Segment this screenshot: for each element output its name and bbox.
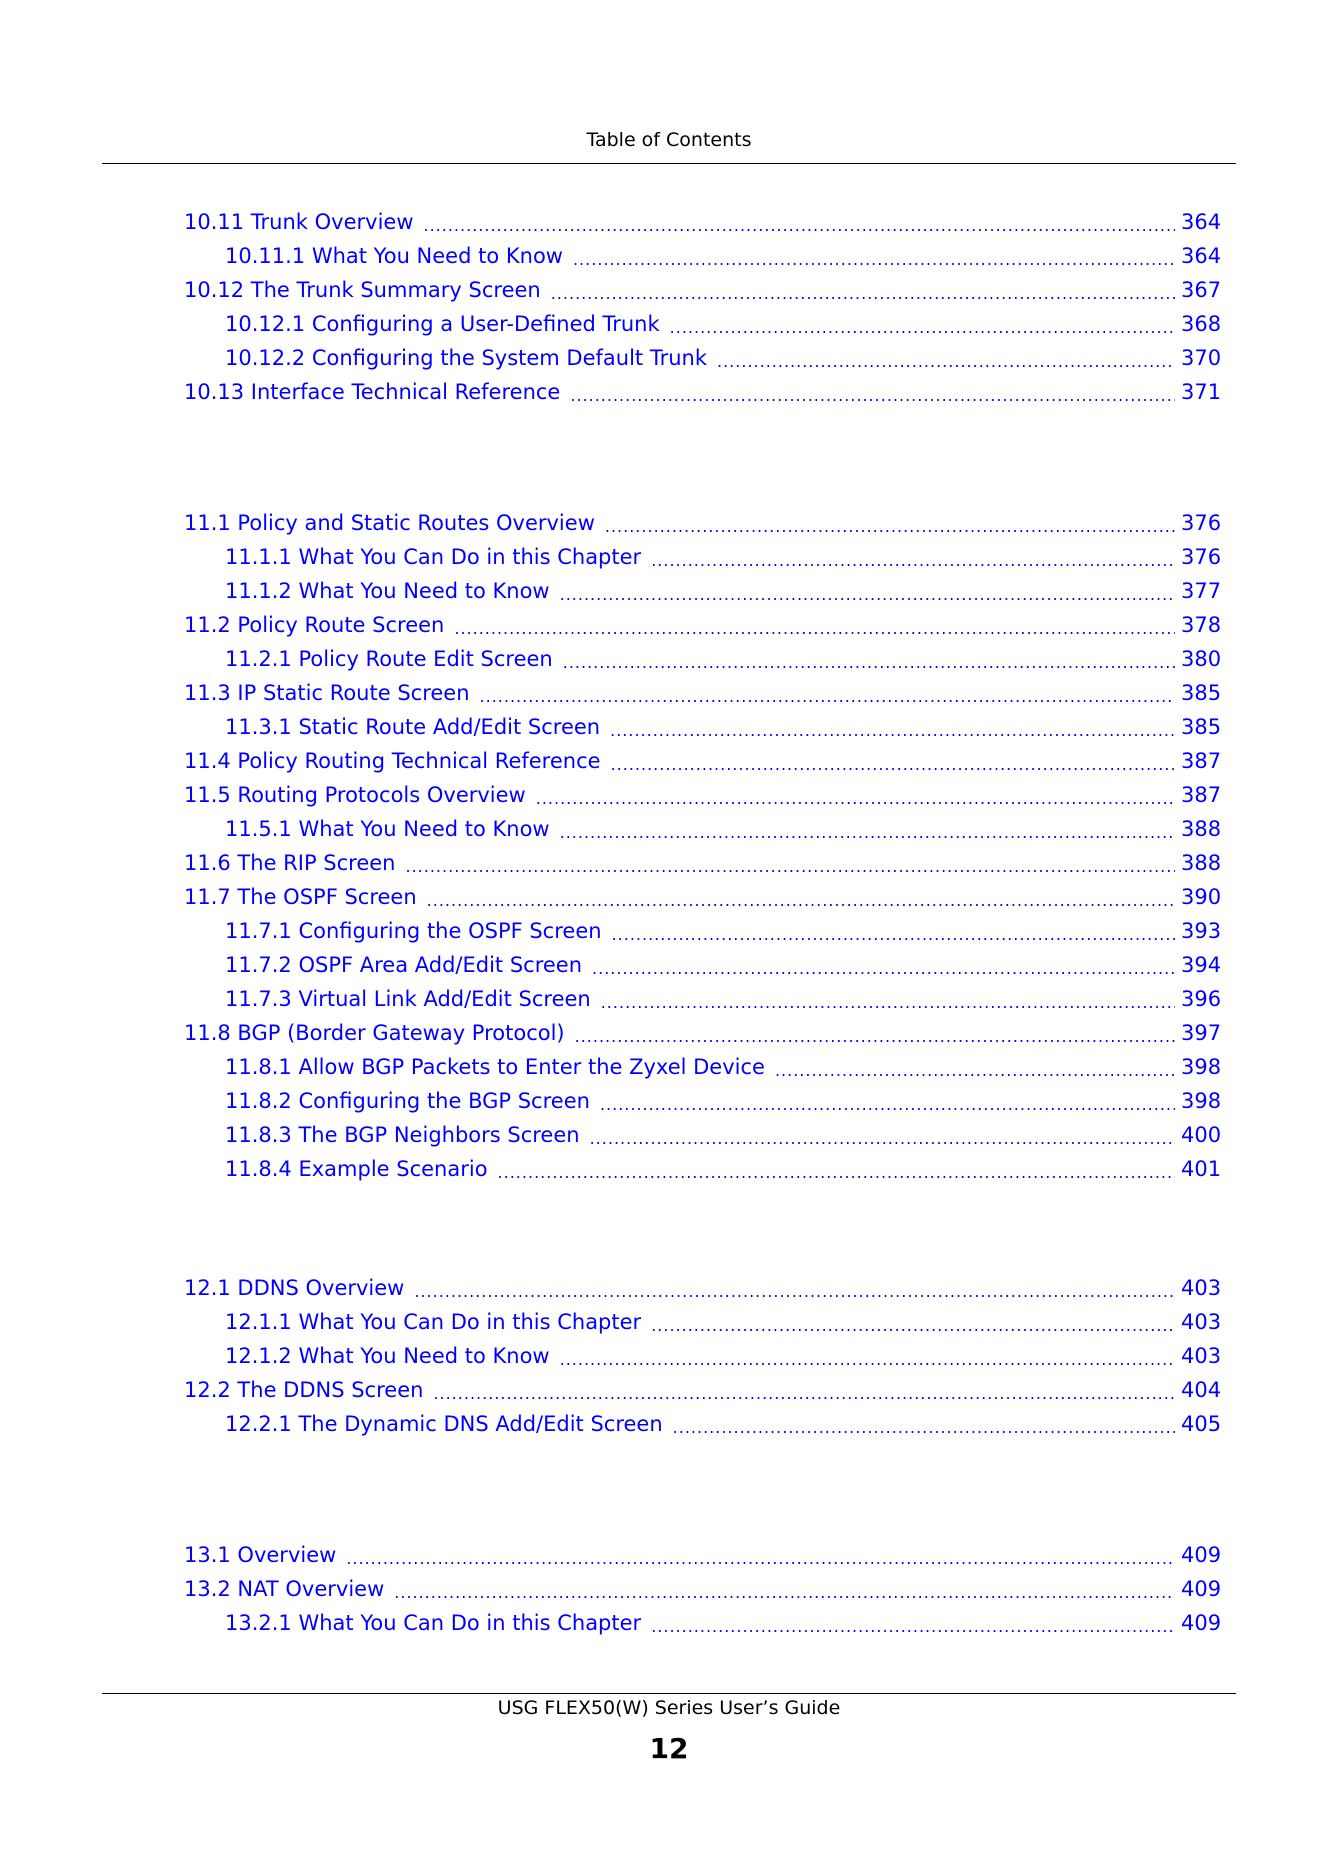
toc-entry-page[interactable]: 390 (1181, 885, 1222, 909)
toc-dot-leader (498, 1152, 1175, 1186)
toc-dot-leader (651, 540, 1175, 574)
toc-entry-page[interactable]: 403 (1181, 1344, 1222, 1368)
toc-entry[interactable] (184, 574, 1221, 608)
toc-dot-leader (406, 846, 1176, 880)
toc-entry-page[interactable]: 364 (1181, 244, 1222, 268)
page-header: Table of Contents (586, 129, 752, 151)
toc-entry[interactable] (184, 1050, 1221, 1084)
toc-section-chapter-11 (184, 506, 1221, 1186)
toc-entry[interactable] (184, 1538, 1221, 1572)
toc-entry-page[interactable]: 409 (1181, 1577, 1222, 1601)
toc-entry[interactable] (184, 914, 1221, 948)
toc-entry-title[interactable]: 11.8.1 Allow BGP Packets to Enter the Zyxel Device (225, 1055, 765, 1079)
toc-entry[interactable] (184, 982, 1221, 1016)
toc-entry-page[interactable]: 394 (1181, 953, 1222, 977)
toc-entry-title[interactable]: 11.7.1 Configuring the OSPF Screen (225, 919, 602, 943)
toc-dot-leader (480, 676, 1175, 710)
toc-entry-title[interactable]: 10.13 Interface Technical Reference (184, 380, 561, 404)
toc-entry[interactable] (184, 880, 1221, 914)
toc-dot-leader (600, 1084, 1175, 1118)
toc-dot-leader (570, 375, 1175, 409)
toc-dot-leader (575, 1016, 1175, 1050)
toc-entry[interactable] (184, 676, 1221, 710)
toc-dot-leader (717, 341, 1175, 375)
toc-entry-title[interactable]: 10.12 The Trunk Summary Screen (184, 278, 541, 302)
toc-entry-page[interactable]: 378 (1181, 613, 1222, 637)
toc-entry-page[interactable]: 398 (1181, 1089, 1222, 1113)
toc-dot-leader (394, 1572, 1175, 1606)
toc-entry-page[interactable]: 397 (1181, 1021, 1222, 1045)
toc-entry-page[interactable]: 388 (1181, 851, 1222, 875)
toc-dot-leader (573, 239, 1175, 273)
toc-entry[interactable] (184, 744, 1221, 778)
toc-dot-leader (433, 1373, 1175, 1407)
toc-entry-page[interactable]: 401 (1181, 1157, 1222, 1181)
toc-entry[interactable] (184, 1084, 1221, 1118)
toc-entry-title[interactable]: 11.3 IP Static Route Screen (184, 681, 470, 705)
toc-dot-leader (560, 574, 1175, 608)
toc-dot-leader (424, 205, 1176, 239)
toc-entry-title[interactable]: 12.1 DDNS Overview (184, 1276, 405, 1300)
toc-entry[interactable] (184, 778, 1221, 812)
toc-entry[interactable] (184, 1373, 1221, 1407)
toc-section-chapter-13 (184, 1538, 1221, 1640)
toc-dot-leader (601, 982, 1175, 1016)
toc-entry[interactable] (184, 608, 1221, 642)
toc-entry-title[interactable]: 10.12.1 Configuring a User-Defined Trunk (225, 312, 660, 336)
toc-entry-title[interactable]: 12.2 The DDNS Screen (184, 1378, 424, 1402)
toc-entry-title[interactable]: 10.12.2 Configuring the System Default Trunk (225, 346, 707, 370)
toc-dot-leader (414, 1271, 1175, 1305)
toc-dot-leader (563, 642, 1175, 676)
header-divider (102, 163, 1236, 164)
toc-dot-leader (651, 1606, 1175, 1640)
toc-entry[interactable] (184, 1339, 1221, 1373)
toc-entry-page[interactable]: 403 (1181, 1310, 1222, 1334)
toc-entry-title[interactable]: 11.7.3 Virtual Link Add/Edit Screen (225, 987, 591, 1011)
toc-entry[interactable] (184, 307, 1221, 341)
toc-entry-title[interactable]: 11.8.3 The BGP Neighbors Screen (225, 1123, 580, 1147)
toc-entry-title[interactable]: 11.2.1 Policy Route Edit Screen (225, 647, 553, 671)
toc-entry-title[interactable]: 12.2.1 The Dynamic DNS Add/Edit Screen (225, 1412, 663, 1436)
toc-entry-page[interactable]: 396 (1181, 987, 1222, 1011)
toc-entry[interactable] (184, 1152, 1221, 1186)
toc-entry-page[interactable]: 367 (1181, 278, 1222, 302)
page-number: 12 (649, 1732, 689, 1765)
toc-entry-page[interactable]: 371 (1181, 380, 1222, 404)
toc-entry-page[interactable]: 404 (1181, 1378, 1222, 1402)
toc-entry[interactable] (184, 1271, 1221, 1305)
toc-entry-title[interactable]: 11.8.2 Configuring the BGP Screen (225, 1089, 590, 1113)
toc-entry-page[interactable]: 377 (1181, 579, 1222, 603)
toc-entry-page[interactable]: 387 (1181, 783, 1222, 807)
toc-entry-page[interactable]: 398 (1181, 1055, 1222, 1079)
toc-entry-title[interactable]: 11.3.1 Static Route Add/Edit Screen (225, 715, 601, 739)
toc-dot-leader (673, 1407, 1175, 1441)
toc-entry[interactable] (184, 1606, 1221, 1640)
toc-entry[interactable] (184, 341, 1221, 375)
toc-entry-page[interactable]: 385 (1181, 681, 1222, 705)
toc-entry[interactable] (184, 1016, 1221, 1050)
toc-dot-leader (612, 914, 1175, 948)
toc-dot-leader (651, 1305, 1175, 1339)
toc-dot-leader (560, 1339, 1175, 1373)
toc-entry-page[interactable]: 409 (1181, 1543, 1222, 1567)
toc-entry-title[interactable]: 11.4 Policy Routing Technical Reference (184, 749, 601, 773)
toc-entry[interactable] (184, 1118, 1221, 1152)
toc-entry-title[interactable]: 10.11 Trunk Overview (184, 210, 414, 234)
toc-entry-page[interactable]: 368 (1181, 312, 1222, 336)
toc-entry-page[interactable]: 376 (1181, 511, 1222, 535)
toc-entry-title[interactable]: 13.2 NAT Overview (184, 1577, 385, 1601)
toc-entry-title[interactable]: 11.6 The RIP Screen (184, 851, 396, 875)
toc-entry[interactable] (184, 812, 1221, 846)
toc-entry-title[interactable]: 12.1.1 What You Can Do in this Chapter (225, 1310, 642, 1334)
toc-entry-page[interactable]: 405 (1181, 1412, 1222, 1436)
toc-entry-page[interactable]: 370 (1181, 346, 1222, 370)
toc-entry-page[interactable]: 400 (1181, 1123, 1222, 1147)
toc-dot-leader (605, 506, 1175, 540)
toc-entry-page[interactable]: 403 (1181, 1276, 1222, 1300)
toc-entry-title[interactable]: 11.5 Routing Protocols Overview (184, 783, 526, 807)
toc-entry[interactable] (184, 642, 1221, 676)
toc-dot-leader (536, 778, 1175, 812)
toc-entry-title[interactable]: 13.2.1 What You Can Do in this Chapter (225, 1611, 642, 1635)
toc-entry-title[interactable]: 11.5.1 What You Need to Know (225, 817, 550, 841)
toc-entry-title[interactable]: 11.8.4 Example Scenario (225, 1157, 488, 1181)
toc-dot-leader (592, 948, 1175, 982)
toc-entry-title[interactable]: 11.1.2 What You Need to Know (225, 579, 550, 603)
toc-entry[interactable] (184, 846, 1221, 880)
toc-entry-page[interactable]: 393 (1181, 919, 1222, 943)
toc-entry-title[interactable]: 11.1.1 What You Can Do in this Chapter (225, 545, 642, 569)
toc-entry-page[interactable]: 376 (1181, 545, 1222, 569)
toc-section-chapter-12 (184, 1271, 1221, 1441)
toc-entry-page[interactable]: 380 (1181, 647, 1222, 671)
toc-entry[interactable] (184, 1572, 1221, 1606)
toc-entry[interactable] (184, 1407, 1221, 1441)
footer-divider (102, 1693, 1236, 1694)
toc-dot-leader (560, 812, 1175, 846)
toc-entry[interactable] (184, 540, 1221, 574)
toc-entry-title[interactable]: 11.8 BGP (Border Gateway Protocol) (184, 1021, 565, 1045)
toc-entry[interactable] (184, 273, 1221, 307)
toc-dot-leader (610, 710, 1175, 744)
toc-entry[interactable] (184, 948, 1221, 982)
toc-entry-title[interactable]: 10.11.1 What You Need to Know (225, 244, 563, 268)
toc-section-chapter-10 (184, 205, 1221, 409)
toc-entry[interactable] (184, 239, 1221, 273)
toc-entry-page[interactable]: 387 (1181, 749, 1222, 773)
toc-dot-leader (590, 1118, 1175, 1152)
toc-entry[interactable] (184, 506, 1221, 540)
toc-entry-title[interactable]: 13.1 Overview (184, 1543, 337, 1567)
toc-entry-title[interactable]: 11.1 Policy and Static Routes Overview (184, 511, 595, 535)
toc-dot-leader (611, 744, 1175, 778)
toc-dot-leader (454, 608, 1175, 642)
toc-dot-leader (775, 1050, 1175, 1084)
toc-entry[interactable] (184, 1305, 1221, 1339)
toc-dot-leader (346, 1538, 1175, 1572)
toc-dot-leader (670, 307, 1175, 341)
toc-dot-leader (551, 273, 1175, 307)
toc-entry-title[interactable]: 11.7 The OSPF Screen (184, 885, 417, 909)
footer-guide-title: USG FLEX50(W) Series User’s Guide (497, 1697, 841, 1719)
toc-entry-title[interactable]: 11.2 Policy Route Screen (184, 613, 445, 637)
toc-entry-title[interactable]: 11.7.2 OSPF Area Add/Edit Screen (225, 953, 583, 977)
toc-entry-page[interactable]: 409 (1181, 1611, 1222, 1635)
toc-entry-page[interactable]: 385 (1181, 715, 1222, 739)
toc-entry-title[interactable]: 12.1.2 What You Need to Know (225, 1344, 550, 1368)
toc-dot-leader (427, 880, 1175, 914)
toc-entry-page[interactable]: 388 (1181, 817, 1222, 841)
toc-entry-page[interactable]: 364 (1181, 210, 1222, 234)
toc-entry[interactable] (184, 375, 1221, 409)
toc-entry[interactable] (184, 710, 1221, 744)
toc-entry[interactable] (184, 205, 1221, 239)
